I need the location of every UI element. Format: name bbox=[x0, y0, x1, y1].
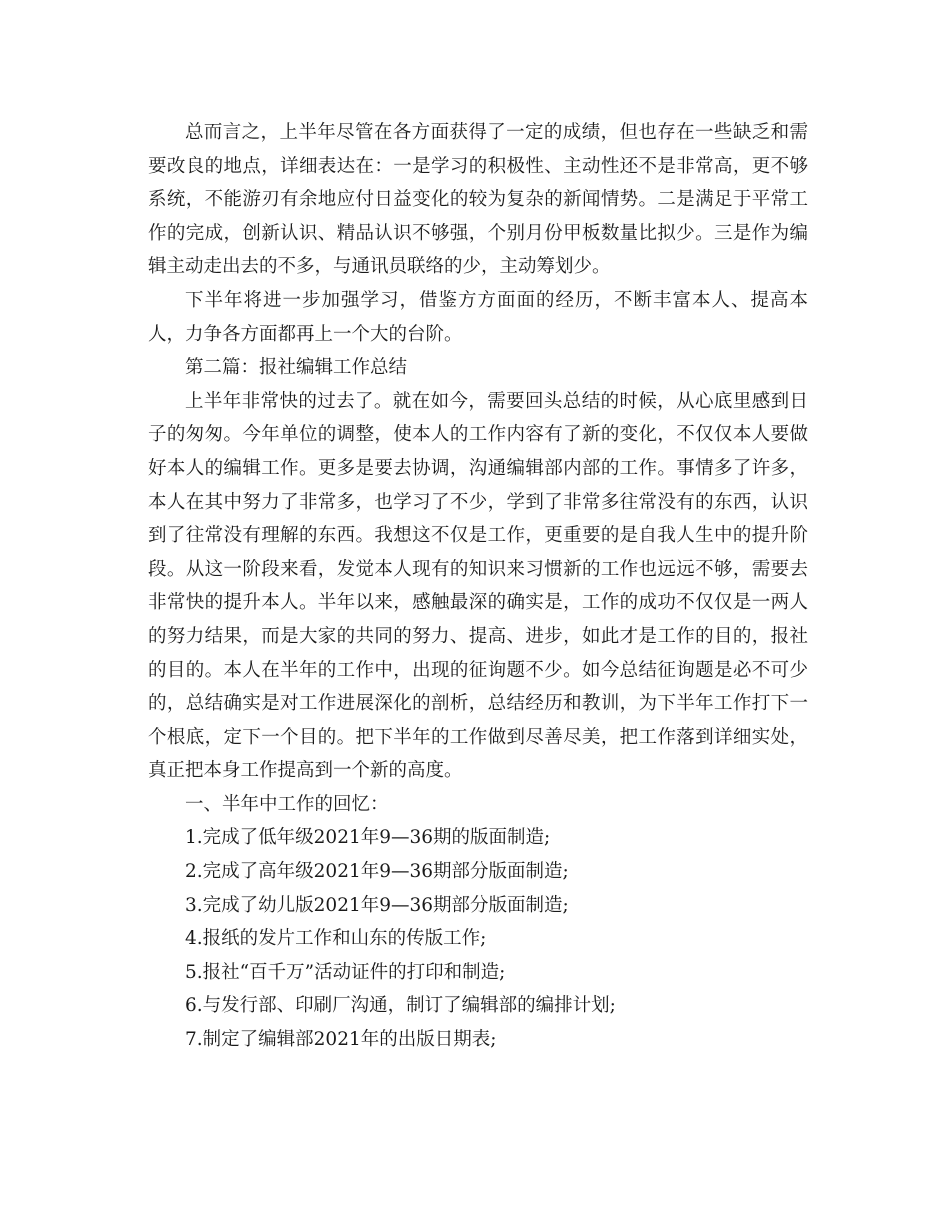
list-item: 2.完成了高年级2021年9—36期部分版面制造; bbox=[185, 861, 569, 883]
list-item: 5.报社“百千万”活动证件的打印和制造; bbox=[185, 961, 506, 983]
section-heading: 第二篇：报社编辑工作总结 bbox=[185, 357, 408, 379]
list-item: 4.报纸的发片工作和山东的传版工作; bbox=[185, 928, 487, 950]
list-item: 6.与发行部、印刷厂沟通，制订了编辑部的编排计划; bbox=[185, 995, 616, 1017]
paragraph-intro: 上半年非常快的过去了。就在如今，需要回头总结的时候，从心底里感到日子的匆匆。今年单位的调整，使本人的工作内容有了新的变化，不仅仅本人要做好本人的编辑工作。更多是要去协调，沟通编辑部内部的工作。事情多了许多，本人在其中努力了非常多，也学习了不少，学到了非常多往常没有的东西，认识到了往常没有理解的东西。我想这不仅是工作，更重要的是自我人生中的提升阶段。从这一阶段来看，发觉本人现有的知识来习惯新的工作也远远不够，需要去非常快的提升本人。半年以来，感触最深的确实是，工作的成功不仅仅是一两人的努力结果，而是大家的共同的努力、提高、进步，如此才是工作的目的，报社的目的。本人在半年的工作中，出现的征询题不少。如今总结征询题是必不可少的，总结确实是对工作进展深化的剖析，总结经历和教训，为下半年工作打下一个根底，定下一个目的。把下半年的工作做到尽善尽美，把工作落到详细实处，真正把本身工作提高到一个新的高度。 bbox=[148, 390, 808, 782]
list-item: 3.完成了幼儿版2021年9—36期部分版面制造; bbox=[185, 894, 569, 916]
document-body bbox=[148, 116, 808, 1057]
subsection-heading: 一、半年中工作的回忆： bbox=[185, 793, 389, 815]
paragraph-second-half-plan: 下半年将进一步加强学习，借鉴方方面面的经历，不断丰富本人、提高本人，力争各方面都再上一个大的台阶。 bbox=[148, 289, 808, 345]
list-item: 1.完成了低年级2021年9—36期的版面制造; bbox=[185, 827, 551, 849]
paragraph-summary: 总而言之，上半年尽管在各方面获得了一定的成绩，但也存在一些缺乏和需要改良的地点，详细表达在：一是学习的积极性、主动性还不是非常高，更不够系统，不能游刃有余地应付日益变化的较为复杂的新闻情势。二是满足于平常工作的完成，创新认识、精品认识不够强，个别月份甲板数量比拟少。三是作为编辑主动走出去的不多，与通讯员联络的少，主动筹划少。 bbox=[148, 122, 808, 278]
list-item: 7.制定了编辑部2021年的出版日期表; bbox=[185, 1029, 497, 1051]
